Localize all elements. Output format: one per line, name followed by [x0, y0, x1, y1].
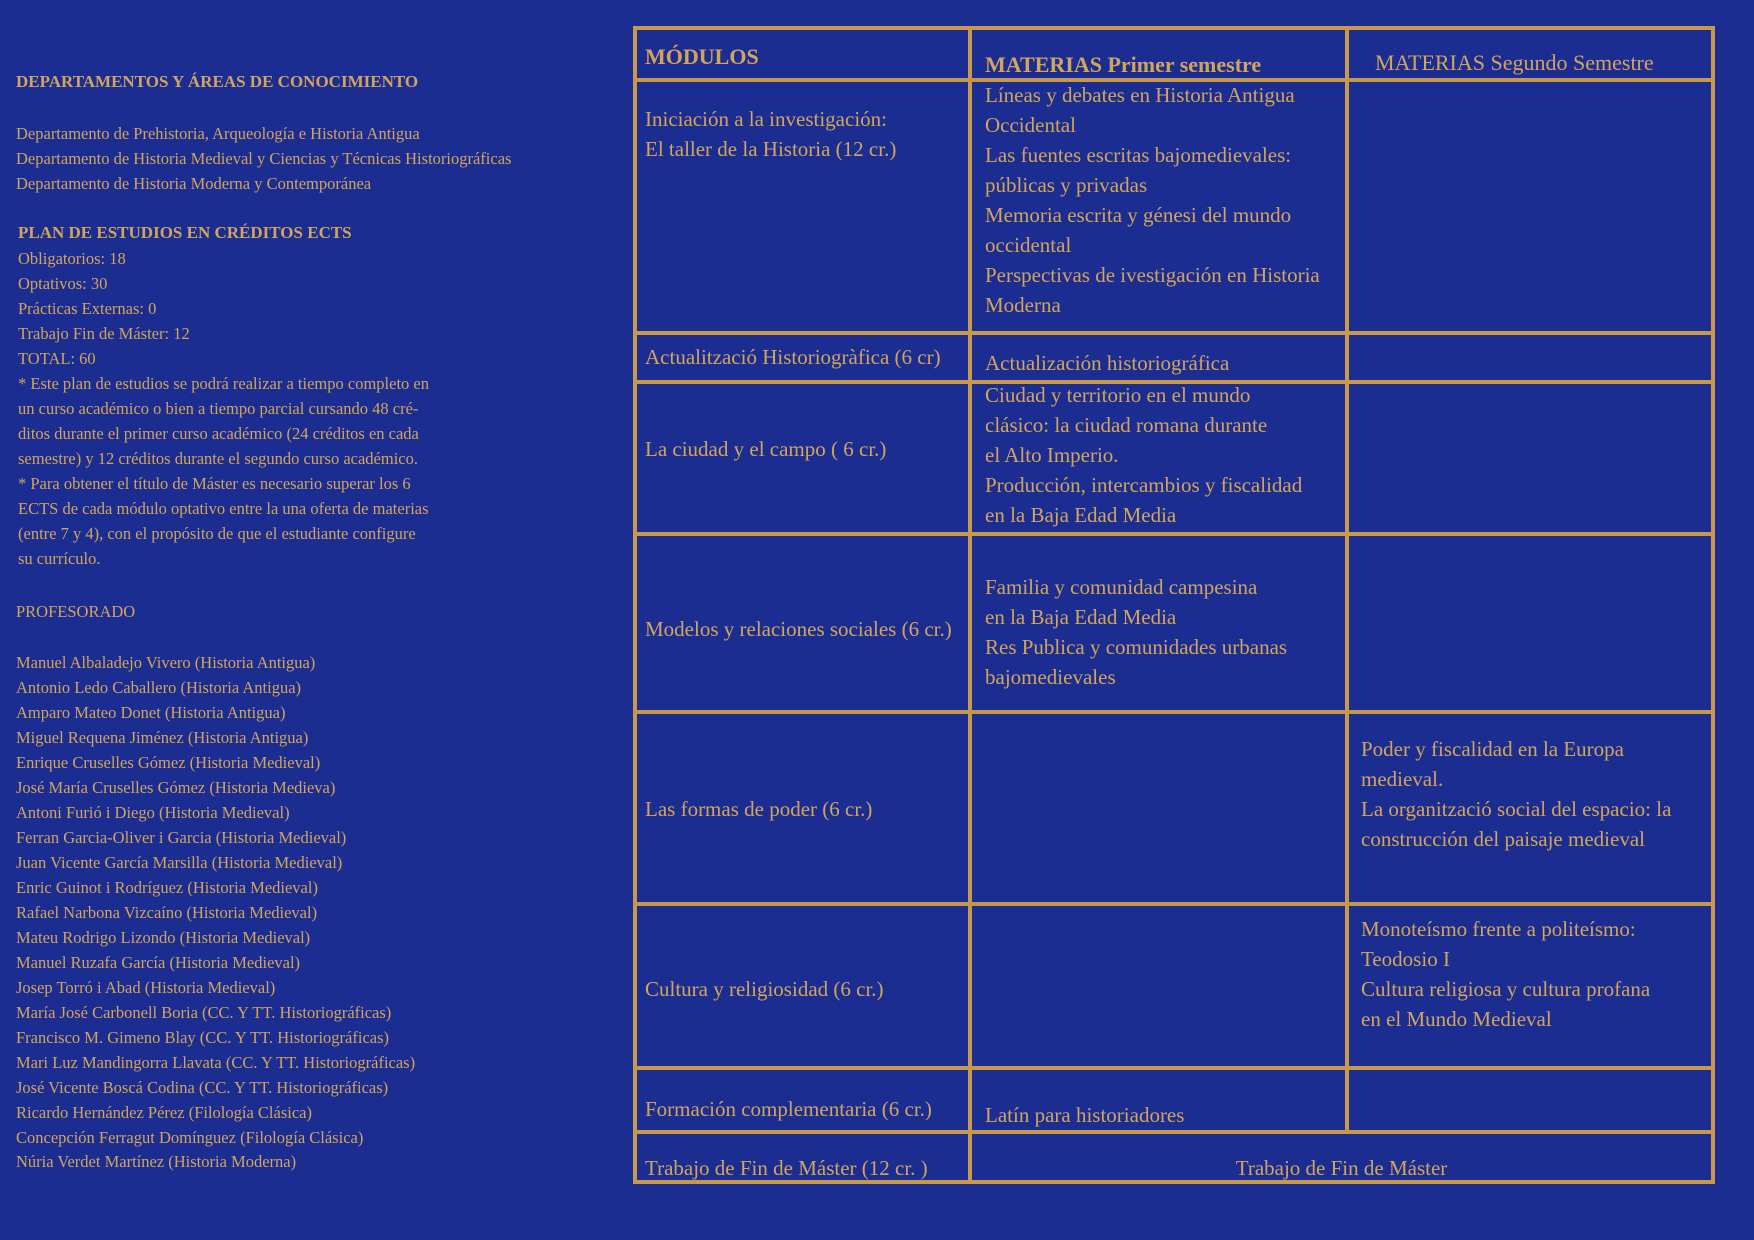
module-line: Formación complementaria (6 cr.): [645, 1097, 932, 1121]
subject-line: Líneas y debates en Historia Antigua: [985, 83, 1295, 107]
plan-line: ECTS de cada módulo optativo entre la una oferta de materias: [18, 499, 429, 518]
module-cell: [645, 104, 896, 164]
module-cell: [645, 974, 884, 1004]
subject-line: en el Mundo Medieval: [1361, 1007, 1552, 1031]
module-cell: [645, 794, 872, 824]
module-cell: [645, 342, 941, 372]
subject-line: Familia y comunidad campesina: [985, 575, 1258, 599]
sem2-cell: [1361, 914, 1650, 1034]
table-rule: [633, 1130, 1715, 1134]
plan-line: TOTAL: 60: [18, 349, 96, 368]
subject-line: bajomedievales: [985, 665, 1116, 689]
plan-title: PLAN DE ESTUDIOS EN CRÉDITOS ECTS: [18, 223, 352, 242]
sem1-cell: [985, 80, 1320, 320]
faculty-member: Manuel Ruzafa García (Historia Medieval): [16, 953, 301, 972]
module-line: Las formas de poder (6 cr.): [645, 797, 873, 821]
header-sem1: MATERIAS Primer semestre: [985, 52, 1262, 77]
faculty-member: Concepción Ferragut Domínguez (Filología Clásica): [16, 1128, 364, 1147]
faculty-title: PROFESORADO: [16, 602, 136, 621]
sem1-cell: [985, 1100, 1184, 1130]
table-rule: [633, 532, 1715, 536]
module-cell: [645, 434, 886, 464]
merged-cell: Trabajo de Fin de Máster: [1235, 1156, 1448, 1180]
faculty-member: Núria Verdet Martínez (Historia Moderna): [16, 1152, 297, 1171]
subject-line: Monoteísmo frente a politeísmo:: [1361, 917, 1636, 941]
table-rule: [633, 26, 1715, 30]
plan-line: Trabajo Fin de Máster: 12: [18, 324, 190, 343]
faculty-member: Miguel Requena Jiménez (Historia Antigua): [16, 728, 309, 747]
faculty-member: José Vicente Boscá Codina (CC. Y TT. Historiográficas): [16, 1078, 389, 1097]
faculty-member: Mari Luz Mandingorra Llavata (CC. Y TT. Historiográficas): [16, 1053, 416, 1072]
plan-line: (entre 7 y 4), con el propósito de que el estudiante configure: [18, 524, 416, 543]
module-cell: [645, 1153, 928, 1183]
header-sem2: MATERIAS Segundo Semestre: [1375, 50, 1654, 75]
sem1-cell: [985, 380, 1302, 530]
faculty-member: Manuel Albaladejo Vivero (Historia Antigua): [16, 653, 316, 672]
table-rule: [968, 26, 972, 1184]
sem1-cell: [985, 348, 1229, 378]
subject-line: Cultura religiosa y cultura profana: [1361, 977, 1651, 1001]
plan-line: su currículo.: [18, 549, 101, 568]
module-line: Iniciación a la investigación:: [645, 107, 887, 131]
subject-line: el Alto Imperio.: [985, 443, 1119, 467]
department-item: Departamento de Historia Medieval y Ciencias y Técnicas Historiográficas: [16, 149, 512, 168]
subject-line: Memoria escrita y génesi del mundo: [985, 203, 1292, 227]
department-item: Departamento de Prehistoria, Arqueología e Historia Antigua: [16, 124, 420, 143]
plan-line: Obligatorios: 18: [18, 249, 126, 268]
subject-line: occidental: [985, 233, 1072, 257]
subject-line: La organització social del espacio: la: [1361, 797, 1672, 821]
subject-line: Las fuentes escritas bajomedievales:: [985, 143, 1292, 167]
departments-title: DEPARTAMENTOS Y ÁREAS DE CONOCIMIENTO: [16, 72, 419, 91]
faculty-member: Antoni Furió i Diego (Historia Medieval): [16, 803, 290, 822]
subject-line: Perspectivas de ivestigación en Historia: [985, 263, 1320, 287]
subject-line: en la Baja Edad Media: [985, 503, 1177, 527]
subject-line: Latín para historiadores: [985, 1103, 1185, 1127]
plan-line: * Este plan de estudios se podrá realizar a tiempo completo en: [18, 374, 429, 393]
plan-line: Prácticas Externas: 0: [18, 299, 157, 318]
subject-line: clásico: la ciudad romana durante: [985, 413, 1268, 437]
faculty-member: Rafael Narbona Vizcaíno (Historia Medieval): [16, 903, 318, 922]
study-plan-table: [633, 26, 1715, 1184]
subject-line: Res Publica y comunidades urbanas: [985, 635, 1288, 659]
subject-line: públicas y privadas: [985, 173, 1148, 197]
module-line: Actualització Historiogràfica (6 cr): [645, 345, 941, 369]
faculty-member: Ferran Garcia-Oliver i Garcia (Historia Medieval): [16, 828, 347, 847]
subject-line: Ciudad y territorio en el mundo: [985, 383, 1251, 407]
module-line: La ciudad y el campo ( 6 cr.): [645, 437, 887, 461]
subject-line: medieval.: [1361, 767, 1444, 791]
sem1-cell: [985, 572, 1287, 692]
subject-line: Teodosio I: [1361, 947, 1450, 971]
plan-line: semestre) y 12 créditos durante el segundo curso académico.: [18, 449, 418, 468]
module-cell: [645, 1094, 932, 1124]
subject-line: Poder y fiscalidad en la Europa: [1361, 737, 1624, 761]
module-line: Trabajo de Fin de Máster (12 cr. ): [645, 1156, 928, 1180]
module-cell: [645, 614, 952, 644]
table-rule: [1345, 26, 1349, 1134]
department-item: Departamento de Historia Moderna y Contemporánea: [16, 174, 372, 193]
table-rule: [633, 902, 1715, 906]
faculty-member: María José Carbonell Boria (CC. Y TT. Historiográficas): [16, 1003, 392, 1022]
subject-line: Moderna: [985, 293, 1061, 317]
faculty-member: Juan Vicente García Marsilla (Historia Medieval): [16, 853, 343, 872]
table-rule: [633, 26, 637, 1184]
faculty-member: Antonio Ledo Caballero (Historia Antigua): [16, 678, 302, 697]
sem2-cell: [1361, 734, 1671, 854]
module-line: El taller de la Historia (12 cr.): [645, 137, 897, 161]
faculty-member: Francisco M. Gimeno Blay (CC. Y TT. Historiográficas): [16, 1028, 390, 1047]
faculty-member: Enrique Cruselles Gómez (Historia Medieval): [16, 753, 321, 772]
subject-line: Producción, intercambios y fiscalidad: [985, 473, 1303, 497]
faculty-member: Ricardo Hernández Pérez (Filología Clásica): [16, 1103, 312, 1122]
faculty-member: Amparo Mateo Donet (Historia Antigua): [16, 703, 286, 722]
plan-line: Optativos: 30: [18, 274, 108, 293]
faculty-member: Mateu Rodrigo Lizondo (Historia Medieval): [16, 928, 311, 947]
table-rule: [633, 1066, 1715, 1070]
table-rule: [633, 331, 1715, 335]
faculty-member: Josep Torró i Abad (Historia Medieval): [16, 978, 276, 997]
header-modules: MÓDULOS: [645, 44, 759, 69]
subject-line: en la Baja Edad Media: [985, 605, 1177, 629]
table-rule: [1711, 26, 1715, 1184]
module-line: Modelos y relaciones sociales (6 cr.): [645, 617, 952, 641]
module-line: Cultura y religiosidad (6 cr.): [645, 977, 884, 1001]
plan-line: un curso académico o bien a tiempo parcial cursando 48 cré-: [18, 399, 419, 418]
subject-line: Actualización historiográfica: [985, 351, 1230, 375]
faculty-member: José María Cruselles Gómez (Historia Medieva): [16, 778, 336, 797]
table-rule: [633, 710, 1715, 714]
plan-line: * Para obtener el título de Máster es necesario superar los 6: [18, 474, 411, 493]
subject-line: construcción del paisaje medieval: [1361, 827, 1645, 851]
subject-line: Occidental: [985, 113, 1076, 137]
plan-line: ditos durante el primer curso académico (24 créditos en cada: [18, 424, 419, 443]
faculty-member: Enric Guinot i Rodríguez (Historia Medieval): [16, 878, 318, 897]
